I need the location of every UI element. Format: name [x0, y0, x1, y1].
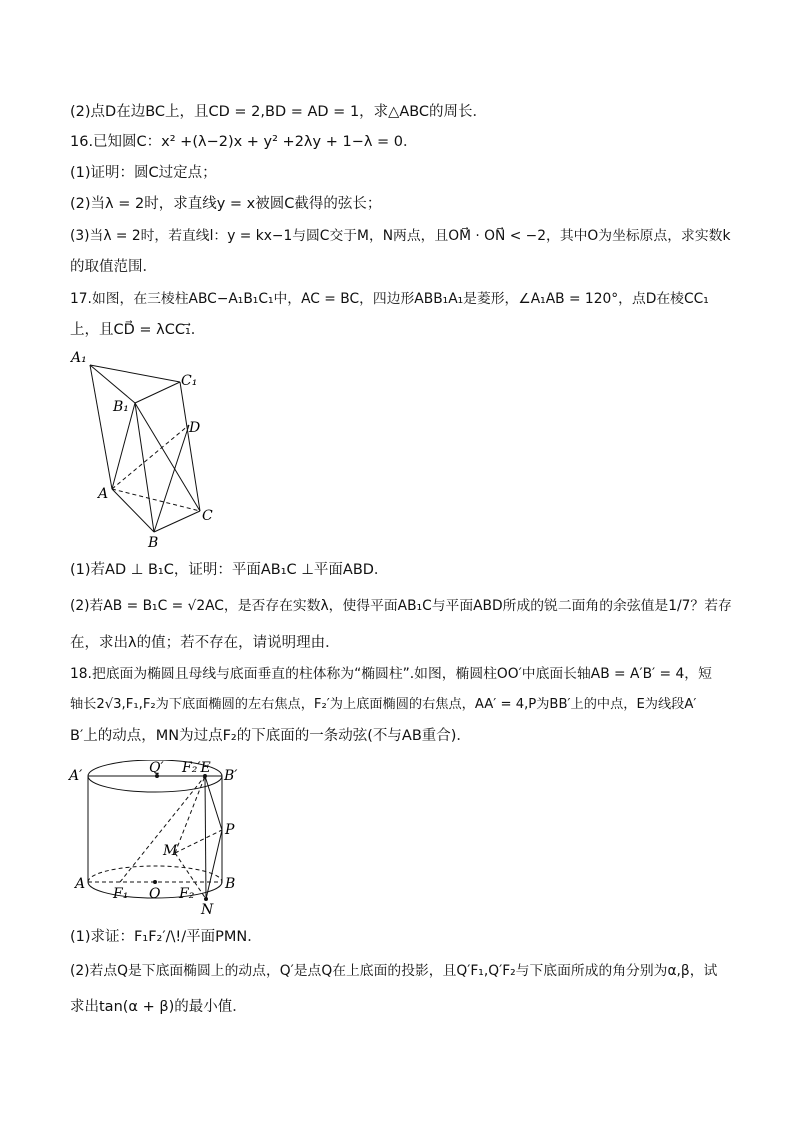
point-N [204, 897, 208, 901]
label-B: B [225, 876, 236, 892]
edge-C1C [180, 382, 200, 511]
bottom-ellipse-back [88, 866, 222, 882]
edge-AC [112, 489, 200, 511]
edge-BD [154, 425, 189, 532]
label-D: D [189, 420, 201, 436]
label-B-prime: B′ [224, 768, 238, 784]
elliptic-cylinder-figure [65, 760, 255, 920]
problem-17-part-2: (2)若AB = B₁C = √2AC，是否存在实数λ，使得平面AB₁C与平面ABD所成的锐二面角的余弦值是1/7？若存 [70, 598, 732, 614]
segment-EN [205, 776, 206, 899]
edge-AB [112, 489, 154, 532]
edge-A1C1 [90, 365, 180, 382]
label-B: B [148, 535, 159, 550]
problem-18-part-1: (1)求证：F₁F₂′/\!/平面PMN． [70, 929, 262, 945]
prism-figure [65, 345, 235, 550]
edge-BC [154, 511, 200, 532]
label-O: O [149, 886, 161, 902]
label-P: P [225, 822, 235, 838]
problem-17-part-2-cont: 在，求出λ的值；若不存在，请说明理由． [70, 635, 340, 651]
label-A-prime: A′ [69, 768, 83, 784]
label-N: N [201, 902, 214, 918]
label-A1: A₁ [71, 350, 87, 366]
segment-NP [206, 830, 222, 899]
label-A: A [75, 876, 86, 892]
label-B1: B₁ [113, 399, 129, 415]
problem-18-stem: 18.把底面为椭圆且母线与底面垂直的柱体称为“椭圆柱”.如图，椭圆柱OO′中底面长轴AB = A′B′ = 4，短 [70, 666, 712, 682]
label-C: C [202, 508, 213, 524]
label-M: M [163, 843, 178, 859]
edge-AD [112, 425, 189, 489]
problem-18-part-2-cont: 求出tan(α + β)的最小值． [70, 999, 247, 1015]
label-F2E: F₂′E [182, 760, 211, 776]
problem-16-part-1: (1)证明：圆C过定点； [70, 165, 217, 181]
problem-18-stem-cont-2: B′上的动点，MN为过点F₂的下底面的一条动弦(不与AB重合)． [70, 728, 471, 744]
edge-A1B1 [90, 365, 135, 403]
edge-B1A [112, 403, 135, 489]
problem-18-part-2: (2)若点Q是下底面椭圆上的动点，Q′是点Q在上底面的投影，且Q′F₁,Q′F₂与下底面所成的角分别为α,β，试 [70, 963, 718, 979]
problem-18-stem-cont-1: 轴长2√3,F₁,F₂为下底面椭圆的左右焦点，F₂′为上底面椭圆的右焦点，AA′ = 4,P为BB′上的中点，E为线段A′ [70, 697, 697, 712]
label-A: A [98, 486, 109, 502]
edge-B1B [135, 403, 154, 532]
problem-17-stem-cont: 上，且CD⃗ = λCC₁⃗． [70, 322, 206, 338]
label-C1: C₁ [181, 373, 198, 389]
problem-16-stem: 16.已知圆C：x² +(λ−2)x + y² +2λy + 1−λ = 0． [70, 134, 418, 150]
problem-16-part-2: (2)当λ = 2时，求直线y = x被圆C截得的弦长； [70, 196, 382, 212]
problem-16-part-3-cont: 的取值范围． [70, 259, 157, 275]
label-Q-prime: Q′ [149, 760, 164, 776]
label-F1: F₁ [113, 886, 129, 902]
problem-17-stem: 17.如图，在三棱柱ABC−A₁B₁C₁中，AC = BC，四边形ABB₁A₁是菱形，∠A₁AB = 120°，点D在棱CC₁ [70, 291, 709, 307]
problem-15-part-2: (2)点D在边BC上，且CD = 2,BD = AD = 1，求△ABC的周长． [70, 104, 488, 120]
problem-16-part-3: (3)当λ = 2时，若直线l：y = kx−1与圆C交于M，N两点，且OM⃗ · ON⃗ < −2，其中O为坐标原点，求实数k [70, 228, 731, 244]
segment-MP [175, 830, 222, 853]
segment-ME [175, 776, 205, 853]
label-F2: F₂ [179, 886, 195, 902]
edge-A1A [90, 365, 112, 489]
problem-17-part-1: (1)若AD ⊥ B₁C，证明：平面AB₁C ⊥平面ABD． [70, 562, 389, 578]
edge-B1C1 [135, 382, 180, 403]
point-O [153, 880, 157, 884]
